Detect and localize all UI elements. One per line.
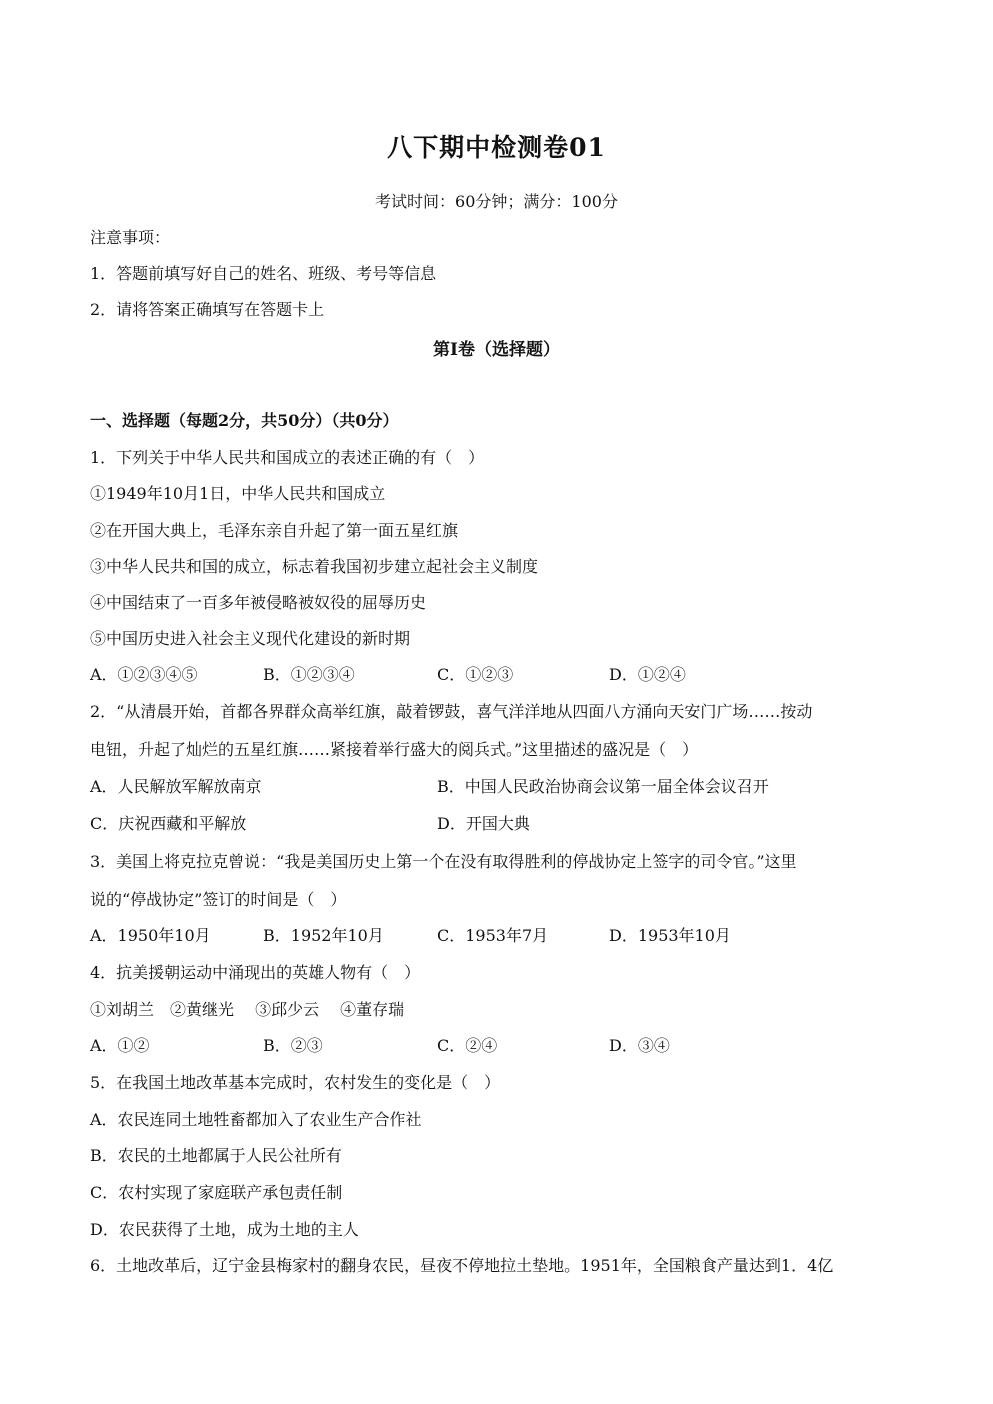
option-b: B．1952年10月 bbox=[263, 926, 384, 945]
option-d: D．农民获得了土地，成为土地的主人 bbox=[90, 1220, 359, 1239]
option-d: D．①②④ bbox=[609, 665, 686, 684]
statement: ④中国结束了一百多年被侵略被奴役的屈辱历史 bbox=[90, 593, 427, 612]
question-stem: 5．在我国土地改革基本完成时，农村发生的变化是（ ） bbox=[90, 1073, 501, 1092]
option-b: B．农民的土地都属于人民公社所有 bbox=[90, 1146, 342, 1165]
option-a: A．人民解放军解放南京 bbox=[90, 777, 262, 796]
option-c: C．庆祝西藏和平解放 bbox=[90, 814, 247, 833]
question-stem: 电钮，升起了灿烂的五星红旗……紧接着举行盛大的阅兵式。”这里描述的盛况是（ ） bbox=[90, 740, 699, 759]
exam-info: 考试时间：60分钟；满分：100分 bbox=[375, 192, 618, 211]
question-stem: 1．下列关于中华人民共和国成立的表述正确的有（ ） bbox=[90, 448, 485, 467]
option-c: C．农村实现了家庭联产承包责任制 bbox=[90, 1183, 343, 1202]
notes-heading: 注意事项： bbox=[90, 228, 171, 247]
option-a: A．1950年10月 bbox=[90, 926, 211, 945]
option-b: B．②③ bbox=[263, 1036, 323, 1055]
option-c: C．②④ bbox=[437, 1036, 498, 1055]
statement: ⑤中国历史进入社会主义现代化建设的新时期 bbox=[90, 629, 411, 648]
question-stem: 说的“停战协定”签订的时间是（ ） bbox=[90, 890, 347, 909]
statement: ②在开国大典上，毛泽东亲自升起了第一面五星红旗 bbox=[90, 521, 459, 540]
option-d: D．开国大典 bbox=[437, 814, 530, 833]
option-d: D．③④ bbox=[609, 1036, 670, 1055]
note-item: 2．请将答案正确填写在答题卡上 bbox=[90, 300, 325, 319]
option-c: C．①②③ bbox=[437, 665, 514, 684]
option-a: A．①②③④⑤ bbox=[90, 665, 198, 684]
question-stem: 4．抗美援朝运动中涌现出的英雄人物有（ ） bbox=[90, 963, 421, 982]
part-heading: 一、选择题（每题2分，共50分）（共0分） bbox=[90, 411, 399, 430]
question-stem: 3．美国上将克拉克曾说：“我是美国历史上第一个在没有取得胜利的停战协定上签字的司令官。”这里 bbox=[90, 852, 797, 871]
option-d: D．1953年10月 bbox=[609, 926, 731, 945]
statement: ①刘胡兰 ②黄继光 ③邱少云 ④董存瑞 bbox=[90, 1000, 405, 1019]
option-a: A．①② bbox=[90, 1036, 150, 1055]
option-b: B．中国人民政治协商会议第一届全体会议召开 bbox=[437, 777, 769, 796]
option-b: B．①②③④ bbox=[263, 665, 355, 684]
statement: ①1949年10月1日，中华人民共和国成立 bbox=[90, 484, 386, 503]
statement: ③中华人民共和国的成立，标志着我国初步建立起社会主义制度 bbox=[90, 557, 539, 576]
exam-title: 八下期中检测卷01 bbox=[387, 133, 606, 162]
question-stem: 6．土地改革后，辽宁金县梅家村的翻身农民，昼夜不停地拉土垫地。1951年，全国粮食产量达到1．4亿 bbox=[90, 1256, 834, 1275]
option-c: C．1953年7月 bbox=[437, 926, 549, 945]
note-item: 1．答题前填写好自己的姓名、班级、考号等信息 bbox=[90, 264, 437, 283]
option-a: A．农民连同土地牲畜都加入了农业生产合作社 bbox=[90, 1110, 422, 1129]
section-title: 第I卷（选择题） bbox=[433, 340, 560, 360]
question-stem: 2．“从清晨开始，首都各界群众高举红旗，敲着锣鼓，喜气洋洋地从四面八方涌向天安门广场……按动 bbox=[90, 702, 813, 721]
